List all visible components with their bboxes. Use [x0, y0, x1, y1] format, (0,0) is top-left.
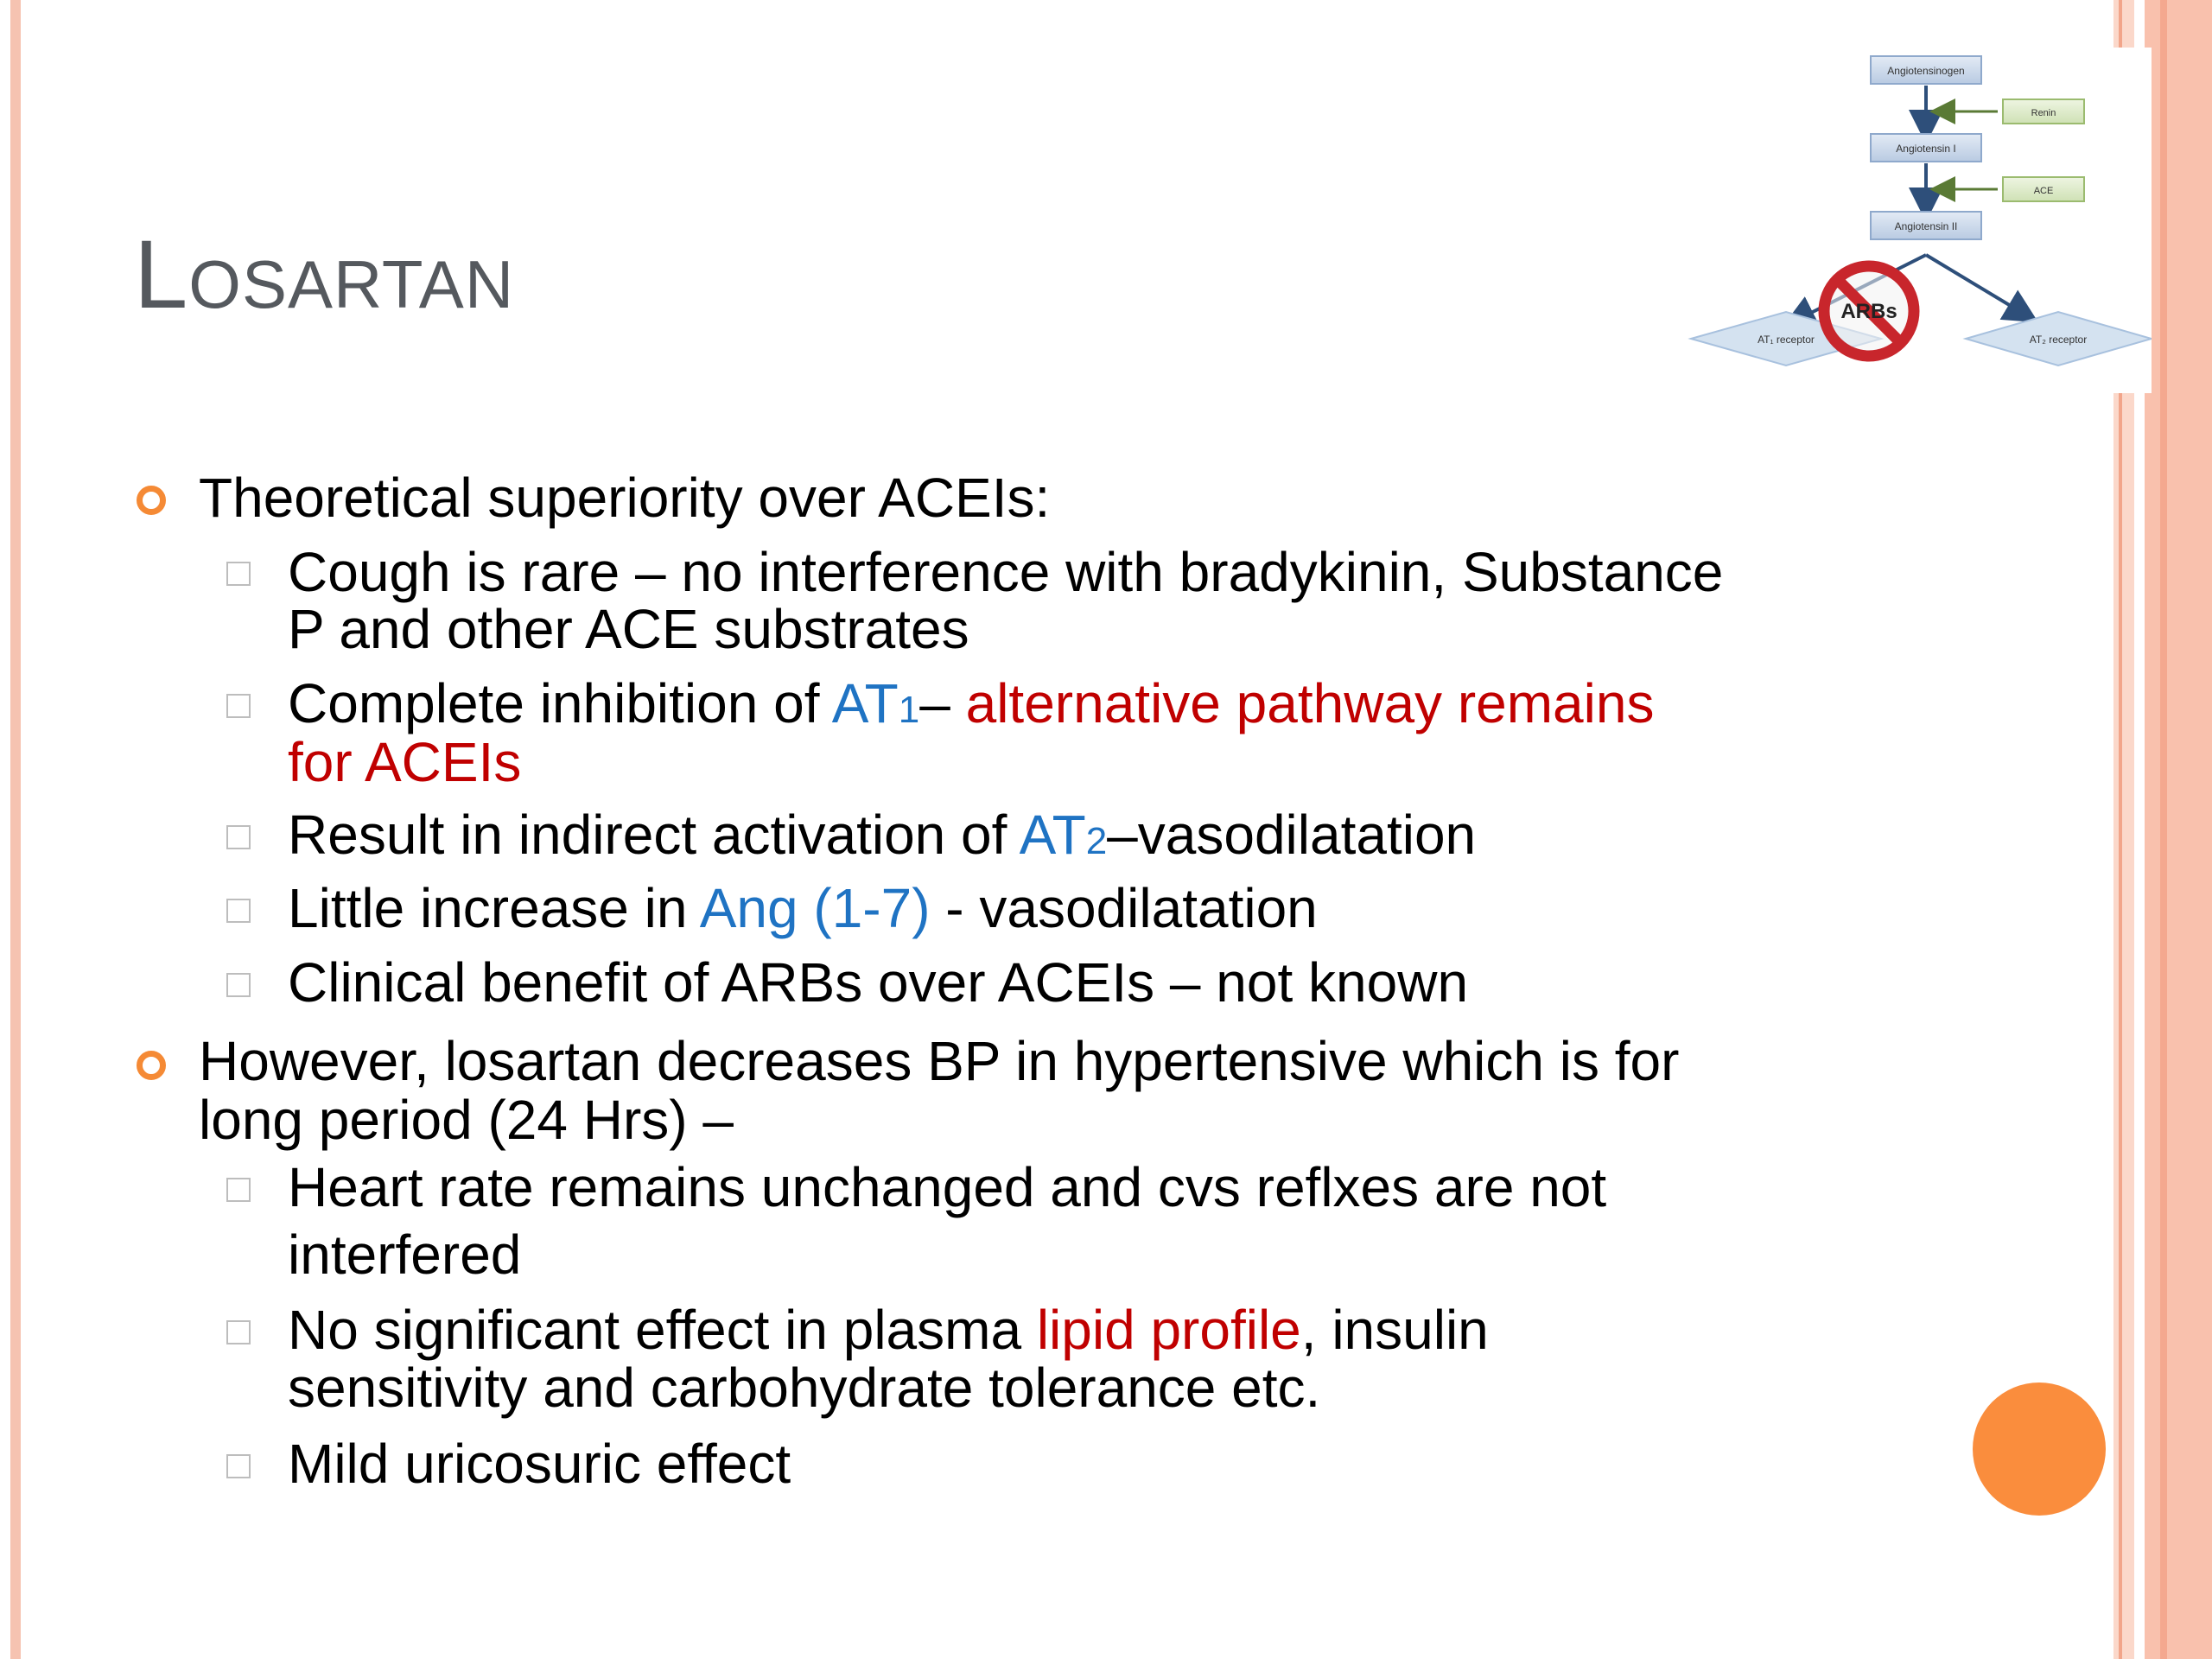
bullet-no-significant-effect-line1 [288, 1300, 1489, 1359]
arbs-label: ARBs [1840, 300, 1897, 323]
text-segment: – [919, 672, 966, 734]
bullet-marker-square [226, 825, 251, 849]
bullet-heart-rate-line1: Heart rate remains unchanged and cvs reflxes are not [288, 1156, 1607, 1218]
bullet-marker-square [226, 694, 251, 718]
bullet-marker-square [226, 562, 251, 586]
bullet-no-significant-effect-line2: sensitivity and carbohydrate tolerance etc. [288, 1357, 1321, 1419]
at2-subscript: 2 [1085, 820, 1108, 862]
text-segment: Complete inhibition of [288, 672, 832, 734]
lipid-profile-text: lipid profile [1036, 1299, 1301, 1361]
text-segment: Result in indirect activation of [288, 804, 1020, 866]
bullet-marker-square [226, 1320, 251, 1344]
text-segment: –vasodilatation [1107, 804, 1477, 866]
bullet-complete-inhibition-line2: for ACEIs [288, 731, 522, 793]
bullet-cough-line2: P and other ACE substrates [288, 598, 969, 660]
ang-1-7-text: Ang (1-7) [699, 877, 931, 939]
node-at1-receptor-label: AT₁ receptor [1758, 334, 1815, 346]
text-segment: - vasodilatation [930, 877, 1318, 939]
bullet-cough-line1: Cough is rare – no interference with bradykinin, Substance [288, 541, 1724, 603]
bullet-marker-square [226, 973, 251, 997]
bullet-marker-square [226, 1178, 251, 1202]
text-segment: No significant effect in plasma [288, 1299, 1037, 1361]
at1-label: AT [831, 672, 899, 734]
bullet-heart-rate-line2: interfered [288, 1224, 522, 1286]
at1-subscript: 1 [898, 689, 920, 731]
bullet-theoretical-superiority: Theoretical superiority over ACEIs: [199, 467, 1051, 529]
at2-label: AT [1019, 804, 1086, 866]
bullet-however-line1: However, losartan decreases BP in hypertensive which is for [199, 1030, 1680, 1092]
alternative-pathway-text: alternative pathway remains [965, 672, 1655, 734]
bullet-indirect-activation [288, 805, 1476, 871]
node-angiotensin2-label: Angiotensin II [1894, 220, 1958, 232]
bullet-however-line2: long period (24 Hrs) – [199, 1089, 734, 1151]
node-ace-label: ACE [2033, 186, 2054, 196]
node-angiotensin1-label: Angiotensin I [1896, 143, 1956, 155]
node-renin-label: Renin [2031, 108, 2056, 118]
bullet-marker-square [226, 899, 251, 923]
bullet-uricosuric: Mild uricosuric effect [288, 1433, 791, 1495]
node-at2-receptor-label: AT₂ receptor [2029, 334, 2088, 346]
bullet-ang-increase [288, 879, 1318, 938]
text-segment: Little increase in [288, 877, 700, 939]
slide-title: Losartan [134, 220, 515, 328]
text-segment: , insulin [1300, 1299, 1489, 1361]
node-angiotensinogen-label: Angiotensinogen [1887, 65, 1965, 77]
bullet-clinical-benefit: Clinical benefit of ARBs over ACEIs – not known [288, 951, 1469, 1014]
bullet-complete-inhibition-line1 [288, 674, 1654, 740]
bullet-marker-circle [137, 1051, 166, 1080]
bullet-marker-circle [137, 486, 166, 515]
bullet-marker-square [226, 1454, 251, 1478]
